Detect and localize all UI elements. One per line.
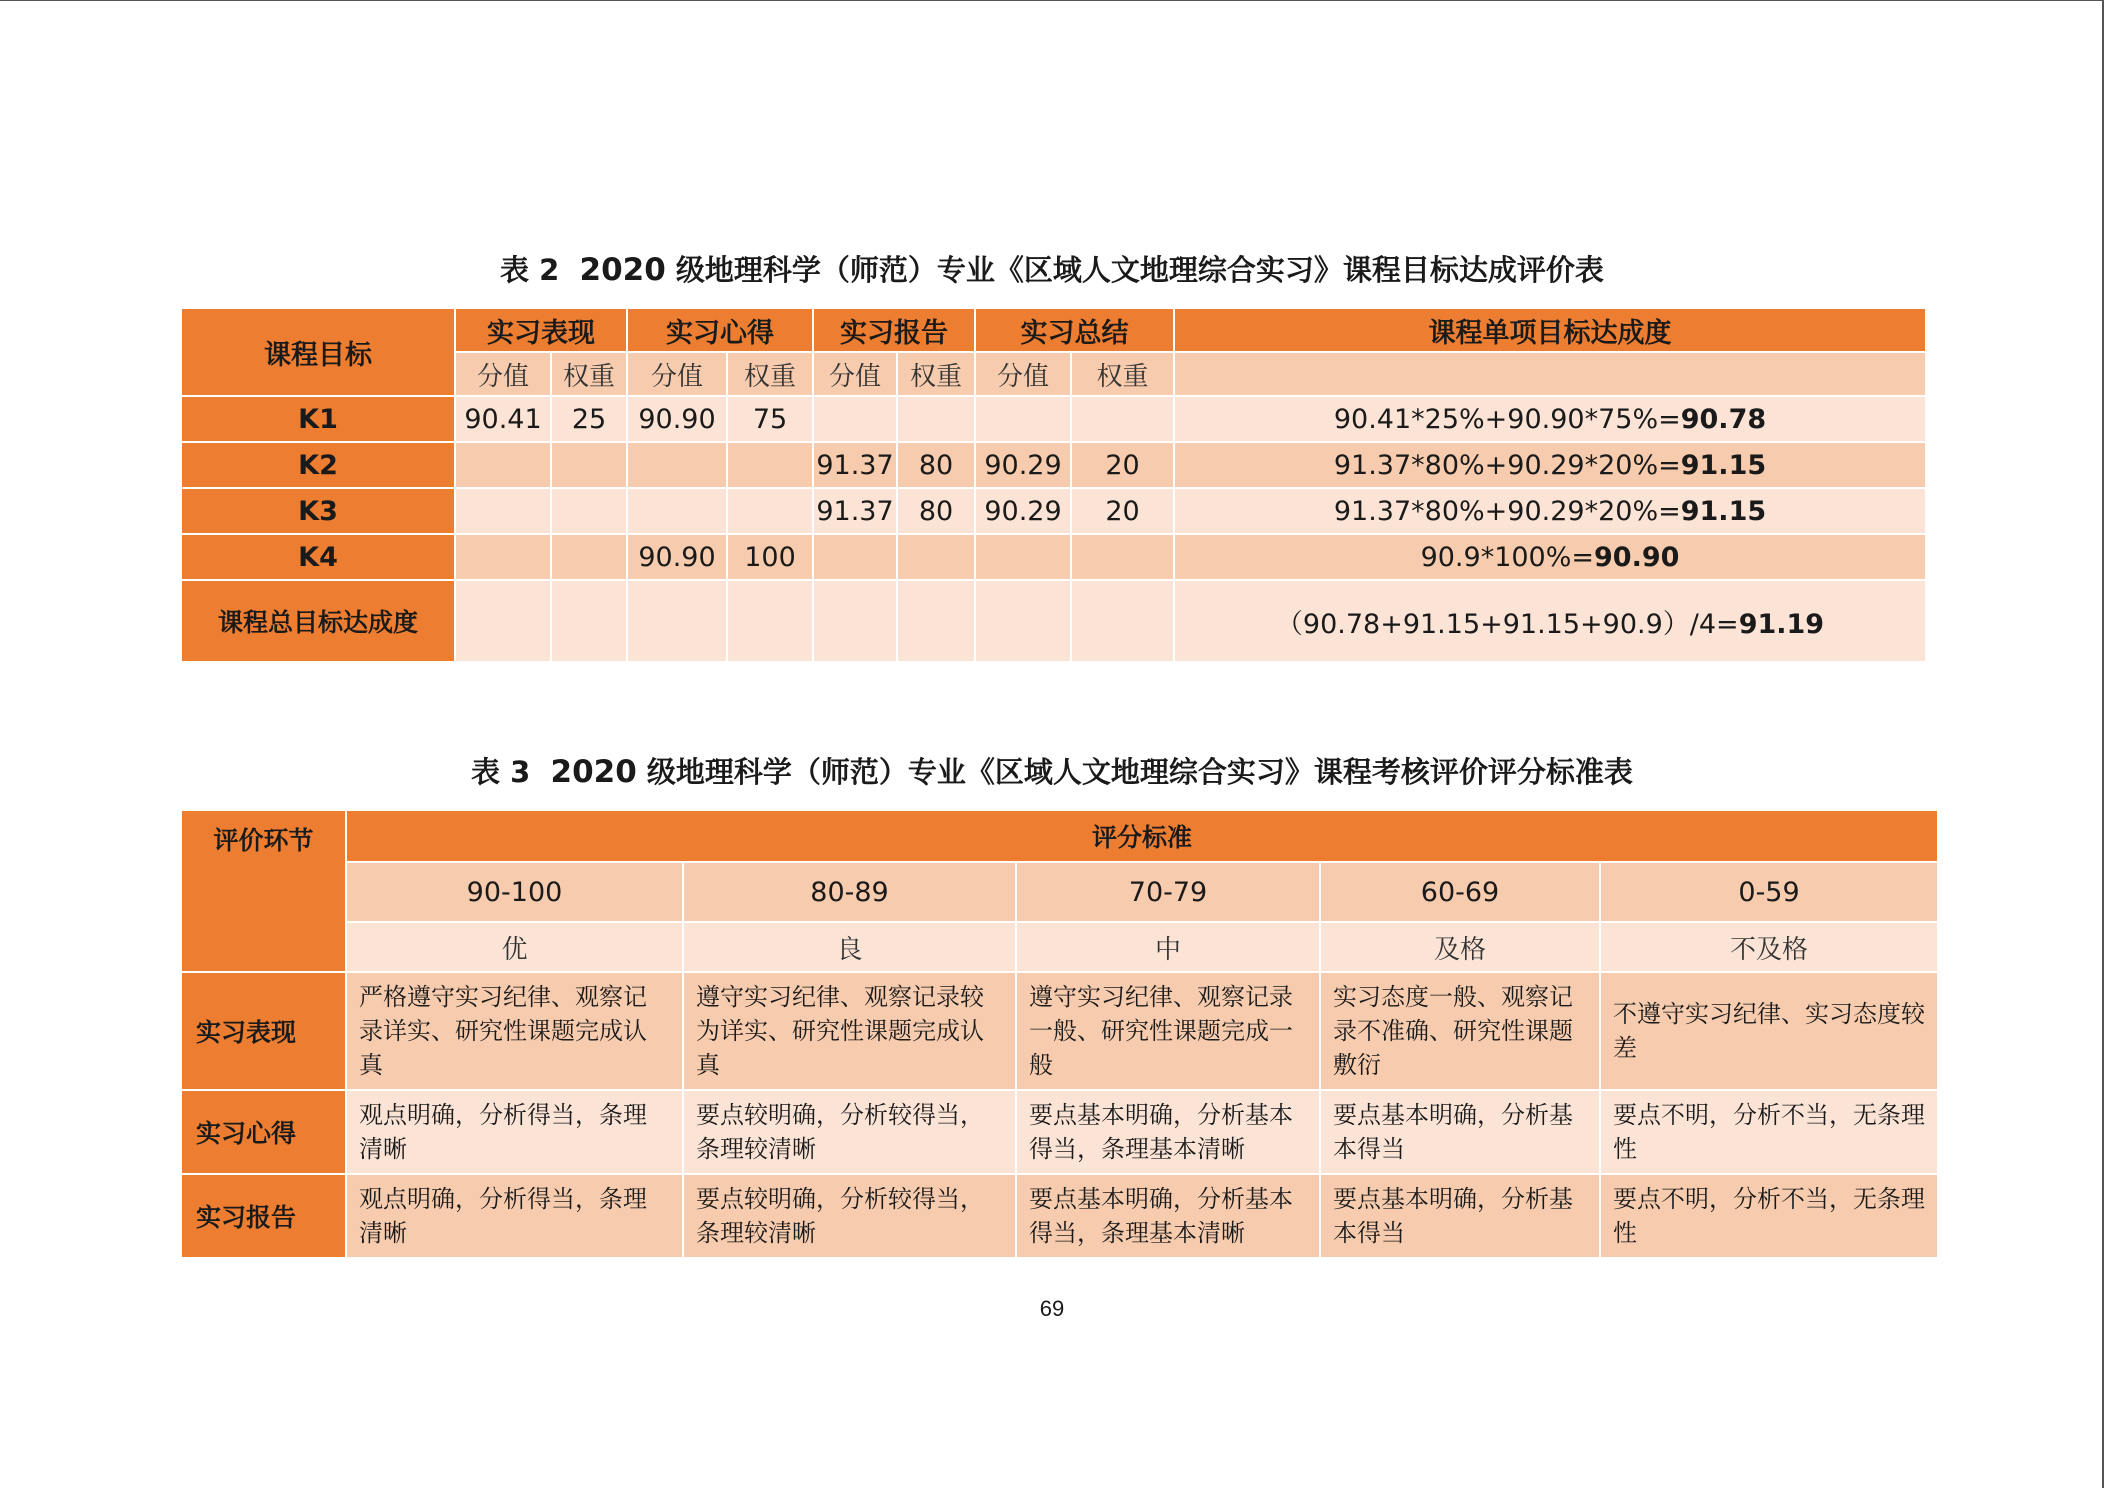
table-cell: 91.37 — [813, 442, 897, 488]
table-cell — [627, 488, 727, 534]
criteria-cell: 要点不明，分析不当，无条理性 — [1600, 1174, 1938, 1258]
group-header: 实习心得 — [627, 308, 813, 352]
table-cell — [551, 442, 627, 488]
formula-result: 91.15 — [1680, 495, 1767, 527]
table-cell — [455, 488, 551, 534]
grade-label: 优 — [346, 922, 683, 972]
sub-header: 分值 — [627, 352, 727, 396]
formula-result: 90.78 — [1680, 403, 1767, 435]
criteria-cell: 要点不明，分析不当，无条理性 — [1600, 1090, 1938, 1174]
criteria-cell: 遵守实习纪律、观察记录较为详实、研究性课题完成认真 — [683, 972, 1016, 1090]
criteria-cell: 要点较明确，分析较得当，条理较清晰 — [683, 1090, 1016, 1174]
goal-label: K4 — [181, 534, 455, 580]
result-header: 课程单项目标达成度 — [1174, 308, 1926, 352]
grade-label: 良 — [683, 922, 1016, 972]
table-cell — [455, 442, 551, 488]
criteria-cell: 要点基本明确，分析基本得当 — [1320, 1174, 1600, 1258]
table-cell — [1071, 396, 1174, 442]
table-cell: 75 — [727, 396, 813, 442]
table-cell: 100 — [727, 534, 813, 580]
group-header: 实习报告 — [813, 308, 975, 352]
criteria-cell: 不遵守实习纪律、实习态度较差 — [1600, 972, 1938, 1090]
criteria-cell: 要点基本明确，分析基本得当 — [1320, 1090, 1600, 1174]
formula-text: 91.37*80%+90.29*20%= — [1333, 495, 1681, 527]
criteria-header: 评分标准 — [346, 810, 1938, 862]
formula-result: 90.90 — [1594, 541, 1680, 573]
criteria-cell: 要点基本明确，分析基本得当，条理基本清晰 — [1016, 1090, 1320, 1174]
formula-text: 90.9*100%= — [1420, 541, 1595, 573]
table-cell: 90.90 — [627, 534, 727, 580]
table2-caption-year: 2020 — [579, 252, 666, 288]
sub-header: 权重 — [1071, 352, 1174, 396]
table-cell — [551, 534, 627, 580]
formula-result: 91.19 — [1738, 608, 1825, 640]
table-cell: 25 — [551, 396, 627, 442]
achievement-formula — [1174, 396, 1926, 442]
sub-header: 权重 — [897, 352, 975, 396]
assessment-criteria-table — [180, 809, 1939, 1259]
sub-header: 分值 — [975, 352, 1071, 396]
table-cell: 80 — [897, 442, 975, 488]
table3-caption-prefix: 表 3 — [471, 755, 531, 789]
table-cell — [627, 442, 727, 488]
table3-caption-year: 2020 — [550, 754, 637, 790]
formula-text: 90.41*25%+90.90*75%= — [1333, 403, 1681, 435]
criteria-cell: 实习态度一般、观察记录不准确、研究性课题敷衍 — [1320, 972, 1600, 1090]
corner-header: 课程目标 — [181, 308, 455, 396]
group-header: 实习总结 — [975, 308, 1174, 352]
table-cell: 80 — [897, 488, 975, 534]
table-cell — [727, 580, 813, 662]
assessment-item-label: 实习心得 — [181, 1090, 346, 1174]
grade-label: 中 — [1016, 922, 1320, 972]
goal-label: K3 — [181, 488, 455, 534]
achievement-formula — [1174, 534, 1926, 580]
criteria-cell: 观点明确，分析得当，条理清晰 — [346, 1174, 683, 1258]
table-cell: 90.41 — [455, 396, 551, 442]
table-cell: 90.29 — [975, 442, 1071, 488]
table-cell — [975, 580, 1071, 662]
table-cell — [897, 580, 975, 662]
sub-header-empty — [1174, 352, 1926, 396]
grade-label: 不及格 — [1600, 922, 1938, 972]
criteria-cell: 遵守实习纪律、观察记录一般、研究性课题完成一般 — [1016, 972, 1320, 1090]
table-cell — [975, 396, 1071, 442]
assessment-item-label: 实习表现 — [181, 972, 346, 1090]
table-cell — [1071, 534, 1174, 580]
corner-header: 评价环节 — [181, 810, 346, 972]
score-range: 90-100 — [346, 862, 683, 922]
assessment-item-label: 实习报告 — [181, 1174, 346, 1258]
table-cell — [813, 534, 897, 580]
table-cell — [813, 580, 897, 662]
sub-header: 权重 — [551, 352, 627, 396]
table-cell — [727, 442, 813, 488]
total-achievement-formula — [1174, 580, 1926, 662]
formula-text: （90.78+91.15+91.15+90.9）/4= — [1275, 608, 1739, 640]
table-cell — [551, 580, 627, 662]
page-number: 69 — [1039, 1296, 1065, 1321]
achievement-formula — [1174, 442, 1926, 488]
score-range: 60-69 — [1320, 862, 1600, 922]
score-range: 80-89 — [683, 862, 1016, 922]
criteria-cell: 严格遵守实习纪律、观察记录详实、研究性课题完成认真 — [346, 972, 683, 1090]
formula-result: 91.15 — [1680, 449, 1767, 481]
score-range: 0-59 — [1600, 862, 1938, 922]
sub-header: 权重 — [727, 352, 813, 396]
table-cell — [455, 580, 551, 662]
table-cell — [455, 534, 551, 580]
total-goal-label: 课程总目标达成度 — [181, 580, 455, 662]
table-cell: 90.90 — [627, 396, 727, 442]
table2-caption-prefix: 表 2 — [500, 253, 560, 287]
goal-label: K1 — [181, 396, 455, 442]
goal-label: K2 — [181, 442, 455, 488]
grade-label: 及格 — [1320, 922, 1600, 972]
criteria-cell: 要点较明确，分析较得当，条理较清晰 — [683, 1174, 1016, 1258]
criteria-cell: 要点基本明确，分析基本得当，条理基本清晰 — [1016, 1174, 1320, 1258]
table-cell: 20 — [1071, 488, 1174, 534]
table-cell — [551, 488, 627, 534]
table-cell: 91.37 — [813, 488, 897, 534]
group-header: 实习表现 — [455, 308, 627, 352]
table-cell — [897, 534, 975, 580]
table-cell — [975, 534, 1071, 580]
criteria-cell: 观点明确，分析得当，条理清晰 — [346, 1090, 683, 1174]
table-cell — [897, 396, 975, 442]
table2-caption-text: 级地理科学（师范）专业《区域人文地理综合实习》课程目标达成评价表 — [675, 253, 1604, 287]
table-cell — [627, 580, 727, 662]
table2-caption — [0, 248, 2104, 289]
score-range: 70-79 — [1016, 862, 1320, 922]
table-cell — [727, 488, 813, 534]
page-top-border — [0, 0, 2104, 1]
course-goal-achievement-table — [180, 307, 1927, 663]
table-cell: 20 — [1071, 442, 1174, 488]
sub-header: 分值 — [813, 352, 897, 396]
table3-caption-text: 级地理科学（师范）专业《区域人文地理综合实习》课程考核评价评分标准表 — [646, 755, 1633, 789]
achievement-formula — [1174, 488, 1926, 534]
formula-text: 91.37*80%+90.29*20%= — [1333, 449, 1681, 481]
table-cell: 90.29 — [975, 488, 1071, 534]
table-cell — [1071, 580, 1174, 662]
sub-header: 分值 — [455, 352, 551, 396]
table-cell — [813, 396, 897, 442]
table3-caption — [0, 750, 2104, 791]
